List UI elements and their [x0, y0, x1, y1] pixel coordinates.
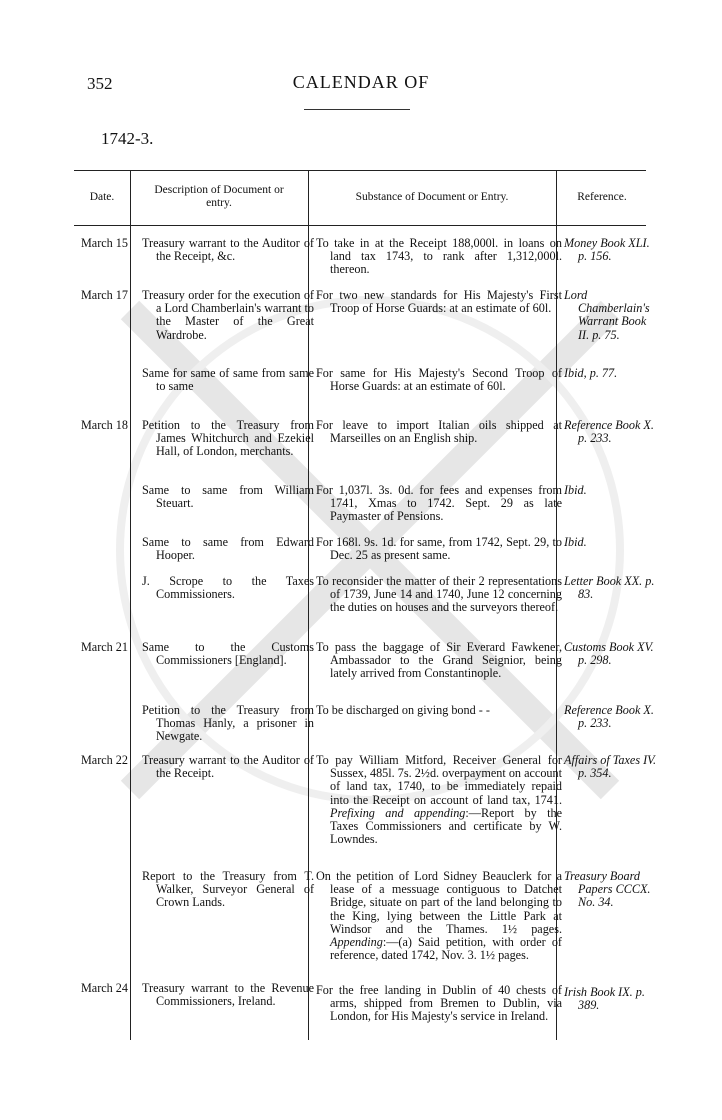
- row-substance: To pass the baggage of Sir Everard Fawkener, Ambassador to the Grand Seignior, being lately arrived from Constantinople.: [316, 640, 562, 681]
- table-top-rule: [74, 170, 646, 171]
- row-substance: For the free landing in Dublin of 40 chests of arms, shipped from Bremen to Dublin, via London, for His Majesty's service in Ireland.: [316, 983, 562, 1024]
- row-date: March 15: [80, 236, 128, 250]
- row-description: Treasury warrant to the Auditor of the Receipt, &c.: [142, 236, 314, 264]
- column-divider: [130, 170, 131, 1040]
- row-date: March 18: [80, 418, 128, 432]
- row-description: Treasury warrant to the Auditor of the Receipt.: [142, 753, 314, 781]
- row-substance: To reconsider the matter of their 2 representations of 1739, June 14 and 1740, June 12 concerning the duties on houses and the surveyors thereof.: [316, 574, 562, 615]
- row-description: Same for same of same from same to same: [142, 366, 314, 394]
- row-substance: For same for His Majesty's Second Troop of Horse Guards: at an estimate of 60l.: [316, 366, 562, 394]
- row-reference: Ibid, p. 77.: [564, 366, 618, 380]
- substance-note: :—(a) Said petition, with order of reference, dated 1742, Nov. 3. 1½ pages.: [330, 935, 562, 963]
- row-date: March 22: [80, 753, 128, 767]
- row-date: March 24: [80, 981, 128, 995]
- row-date: March 17: [80, 288, 128, 302]
- row-reference: Reference Book X. p. 233.: [564, 418, 654, 446]
- row-reference: Affairs of Taxes IV. p. 354.: [564, 753, 657, 781]
- col-header-date: Date.: [89, 191, 115, 203]
- header-rule: [304, 109, 410, 110]
- row-description: Petition to the Treasury from Thomas Hanly, a prisoner in Newgate.: [142, 703, 314, 744]
- row-substance: [316, 870, 562, 962]
- row-reference: Ibid.: [564, 483, 587, 497]
- substance-note-label: Appending: [330, 935, 383, 950]
- row-reference: Treasury Board Papers CCCX. No. 34.: [564, 869, 651, 910]
- substance-text: To pay William Mitford, Receiver General for Sussex, 485l. 7s. 2½d. overpayment on account of land tax, 1740, to be immediately repaid into the Receipt on account of land tax, 1741.: [316, 753, 562, 807]
- row-date: March 21: [80, 640, 128, 654]
- row-substance: For two new standards for His Majesty's First Troop of Horse Guards: at an estimate of 60l.: [316, 288, 562, 316]
- row-reference: Lord Chamberlain's Warrant Book II. p. 75.: [564, 288, 650, 342]
- row-description: Report to the Treasury from T. Walker, Surveyor General of Crown Lands.: [142, 869, 314, 910]
- col-header-reference: Reference.: [577, 191, 627, 203]
- substance-text: On the petition of Lord Sidney Beauclerk for a lease of a messuage contiguous to Datchet Bridge, situate on part of the land belonging to the King, lying between the Little Park at Windsor and the Thames. 1½ pages.: [316, 869, 562, 936]
- row-description: Same to same from Edward Hooper.: [142, 535, 314, 563]
- row-description: Same to same from William Steuart.: [142, 483, 314, 511]
- row-substance: To be discharged on giving bond - -: [316, 703, 490, 717]
- running-head: CALENDAR OF: [292, 72, 430, 92]
- row-description: J. Scrope to the Taxes Commissioners.: [142, 574, 314, 602]
- col-header-substance: Substance of Document or Entry.: [355, 191, 509, 203]
- row-reference: Irish Book IX. p. 389.: [564, 985, 645, 1013]
- row-substance: For 168l. 9s. 1d. for same, from 1742, Sept. 29, to Dec. 25 as present same.: [316, 535, 562, 563]
- row-reference: Letter Book XX. p. 83.: [564, 574, 655, 602]
- row-reference: Money Book XLI. p. 156.: [564, 236, 650, 264]
- page-number: 352: [87, 74, 113, 93]
- table-header-rule: [74, 225, 646, 226]
- row-substance: For 1,037l. 3s. 0d. for fees and expenses from 1741, Xmas to 1742. Sept. 29 as late Paymaster of Pensions.: [316, 483, 562, 524]
- substance-note: :—Report by the Taxes Commissioners and certificate by W. Lowndes.: [330, 805, 562, 847]
- row-reference: Customs Book XV. p. 298.: [564, 640, 654, 668]
- row-reference: Ibid.: [564, 535, 587, 549]
- year-heading: 1742-3.: [101, 129, 154, 148]
- row-description: Same to the Customs Commissioners [England].: [142, 640, 314, 668]
- row-description: Petition to the Treasury from James Whitchurch and Ezekiel Hall, of London, merchants.: [142, 418, 314, 459]
- substance-note-label: Prefixing and appending: [330, 805, 466, 820]
- row-substance: [316, 754, 562, 846]
- col-header-description: Description of Document or entry.: [154, 184, 284, 209]
- row-reference: Reference Book X. p. 233.: [564, 703, 654, 731]
- row-description: Treasury order for the execution of a Lord Chamberlain's warrant to the Master of the Great Wardrobe.: [142, 288, 314, 342]
- row-substance: For leave to import Italian oils shipped at Marseilles on an English ship.: [316, 418, 562, 446]
- row-substance: To take in at the Receipt 188,000l. in loans on land tax 1743, to rank after 1,312,000l. thereon.: [316, 236, 562, 277]
- row-description: Treasury warrant to the Revenue Commissioners, Ireland.: [142, 981, 314, 1009]
